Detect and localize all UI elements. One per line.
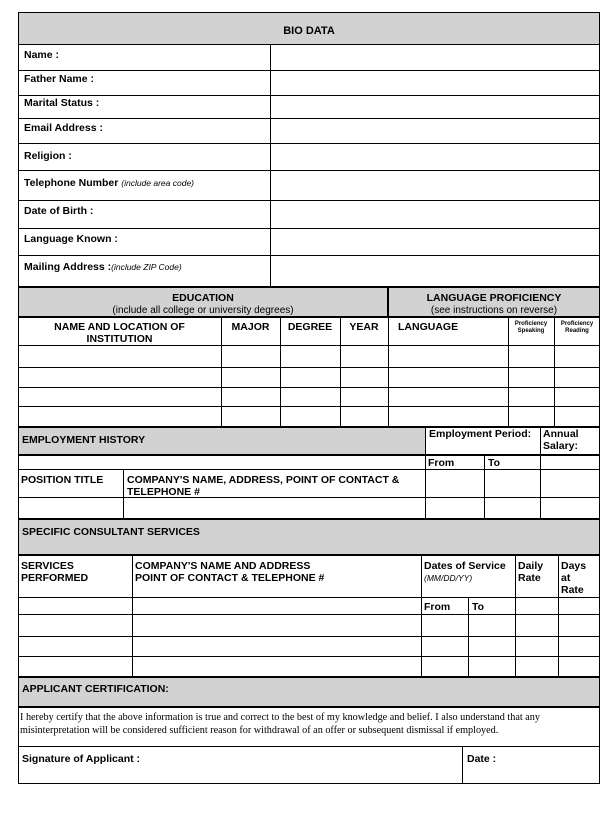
language-title: LANGUAGE PROFICIENCY [426, 292, 562, 304]
father-name-label: Father Name : [24, 73, 95, 85]
email-address-label: Email Address : [24, 122, 103, 134]
date-of-birth-label: Date of Birth : [24, 205, 94, 217]
education-subtitle: (include all college or university degrees) [112, 305, 294, 316]
certification-title: APPLICANT CERTIFICATION: [22, 683, 169, 695]
col-institution: NAME AND LOCATION OF INSTITUTION [54, 321, 185, 345]
employment-to-label: To [488, 457, 501, 469]
consultant-title: SPECIFIC CONSULTANT SERVICES [22, 526, 200, 538]
marital-status-label: Marital Status : [24, 97, 100, 109]
company-contact-label: COMPANY'S NAME, ADDRESS, POINT OF CONTACT & TELEPHONE # [127, 474, 400, 498]
consultant-company-label: COMPANY'S NAME AND ADDRESS POINT OF CONTACT & TELEPHONE # [135, 560, 325, 584]
telephone-label: Telephone Number (include area code) [24, 177, 195, 189]
dates-of-service-label: Dates of Service (MM/DD/YY) [424, 560, 506, 583]
col-major: MAJOR [231, 321, 270, 333]
col-reading: Proficiency Reading [560, 321, 594, 334]
language-known-label: Language Known : [24, 233, 118, 245]
position-title-label: POSITION TITLE [21, 474, 104, 486]
mailing-address-note: (include ZIP Code) [111, 262, 182, 272]
employment-period-label: Employment Period: [429, 428, 532, 440]
telephone-note: (include area code) [121, 178, 195, 188]
annual-salary-label: Annual Salary: [543, 428, 579, 452]
name-label: Name : [24, 49, 60, 61]
service-from-label: From [424, 601, 451, 613]
services-performed-label: SERVICES PERFORMED [21, 560, 89, 584]
employment-from-label: From [428, 457, 455, 469]
date-label: Date : [467, 753, 497, 765]
certification-text: I hereby certify that the above information is true and correct to the best of my knowledge and belief. I also understand that any misinterpretation will be considered sufficient reason for withdrawal of an offer or subsequent dismissal if employed. [20, 712, 540, 736]
education-title: EDUCATION [172, 292, 234, 304]
col-language: LANGUAGE [398, 321, 459, 333]
days-at-rate-label: Days at Rate [561, 560, 587, 596]
col-degree: DEGREE [287, 321, 333, 333]
service-to-label: To [472, 601, 485, 613]
personal-value-column [270, 44, 600, 287]
signature-label: Signature of Applicant : [22, 753, 141, 765]
col-speaking: Proficiency Speaking [514, 321, 548, 334]
language-subtitle: (see instructions on reverse) [430, 305, 558, 316]
form-title: BIO DATA [283, 25, 335, 37]
col-year: YEAR [349, 321, 379, 333]
religion-label: Religion : [24, 150, 72, 162]
mailing-address-label: Mailing Address :(include ZIP Code) [24, 261, 182, 273]
signature-row [18, 746, 600, 784]
daily-rate-label: Daily Rate [518, 560, 544, 584]
employment-title: EMPLOYMENT HISTORY [22, 434, 146, 446]
